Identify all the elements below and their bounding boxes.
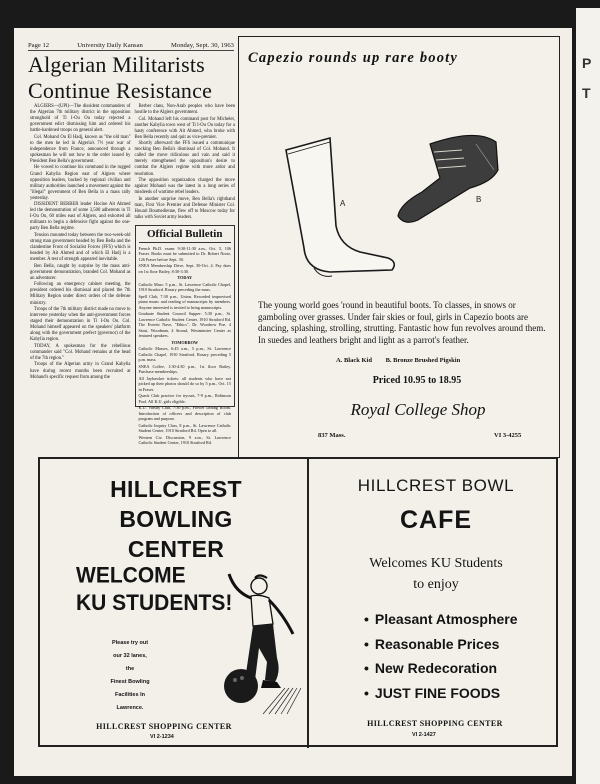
capezio-copy: The young world goes 'round in beautiful boots. To classes, in snows or gamboling over grasses. Under fair skies or foul, girls in Capezio boots are dancing, splashing, strolling, strutting. Fantastic how fun revolves around them. In suedes and leathers bright and light as a parrot's feather. <box>258 300 546 345</box>
article-paragraph: Ben Bella, caught by surprise by the mass anti-government demonstration, branded Col. Mohand as an adventurer. <box>30 263 131 281</box>
ankle-boot-icon <box>398 135 498 222</box>
cafe-title-line-1: HILLCREST BOWL <box>357 476 515 495</box>
boot-illustration <box>280 130 510 290</box>
tryout-line: Facilities In <box>115 692 145 698</box>
bulletin-item: Catholic Inquiry Class, 8 p.m., St. Lawrence Catholic Student Center, 1910 Stratford Rd. Open to all. <box>138 422 231 434</box>
bowling-title-line-2: BOWLING CENTER <box>119 506 233 562</box>
tryout-line: Finest Bowling <box>110 679 150 685</box>
bulletin-item: French Ph.D. exam: 9:30-11:30 a.m., Oct. 5, 106 Fraser. Books must be submitted to Dr. Robert Nortz, 126 Fraser before Sept. 30. <box>138 245 231 262</box>
bowling-phone: VI 2-1234 <box>150 734 174 740</box>
bulletin-title: Official Bulletin <box>139 228 232 243</box>
tryout-line: our 32 lanes, <box>113 653 147 659</box>
tryout-line: Please try out <box>111 640 149 646</box>
article-body <box>30 104 235 456</box>
tryout-line: the <box>125 666 135 672</box>
article-paragraph: TODAY, A spokesman for the rebellious commander said "Col. Mohand remains at the head of the 7th region." <box>30 343 131 361</box>
capezio-headline: Capezio rounds up rare booty <box>248 50 459 66</box>
shopping-center-left: HILLCREST SHOPPING CENTER <box>96 722 232 731</box>
article-column-2 <box>135 104 236 456</box>
cafe-welcome-line-1: Welcomes KU Students <box>369 556 503 571</box>
bulletin-item: SNEA Membership Drive, Sept. 30-Oct. 4. Pay dues on 1st floor Bailey, 8:30-3:30. <box>138 263 231 274</box>
welcome-line-2: KU STUDENTS! <box>76 591 233 616</box>
cafe-perks-list <box>364 607 518 705</box>
shop-address: 837 Mass. <box>318 432 346 439</box>
article-paragraph: Berber clans, Non-Arab peoples who have been hostile to the Algiers government. <box>134 104 235 116</box>
article-paragraph: DISSIDENT BERBER leader Hocine Ait Ahmed led the demonstration of some 3,500 adherents in Ti I-Ou Ou, 60 miles east of Algiers, and exhorted all militants to begin a defensive fight against the one-party Ben Bella regime. <box>30 202 131 232</box>
welcome-heading <box>76 563 236 618</box>
shopping-center-right: HILLCREST SHOPPING CENTER <box>367 719 503 728</box>
tryout-line: Lawrence. <box>116 705 144 711</box>
bulletin-item: K.U. Varsity Club, 7:30 p.m., Flower Dining Room. Introduction of officers and description of club program and purpose. <box>138 405 231 422</box>
bulletin-item: Quack Club practice for tryouts, 7-9 p.m., Robinson Pool. All K.U. girls eligible. <box>138 393 231 404</box>
article-paragraph: Troops of the Algerian army in Grand Kabylia have during recent months been recruited at Mohand's specific request from among the <box>30 362 131 380</box>
bowling-title-line-1: HILLCREST <box>110 476 242 502</box>
bulletin-item: Catholic Masses, 6:45 a.m., 5 p.m., St. Lawrence Catholic Chapel, 1910 Stratford. Rosary preceding 5 p.m. mass. <box>138 346 231 363</box>
boot-a-description: A. Black Kid <box>336 357 372 364</box>
official-bulletin <box>135 225 236 446</box>
price-range: Priced 10.95 to 18.95 <box>372 375 462 386</box>
article-paragraph: He vowed to continue his command in the rugged Grand Kabylia Region east of Algiers where opposition leaders, backed by regional civilian and military authorities launched a movement against the "illegal" government of Ben Bella in a mass rally yesterday. <box>30 165 131 201</box>
bulletin-heading: TOMORROW <box>171 339 199 345</box>
article-paragraph: Col. Mohand left his command post for Michelet, another Kabylia town west of Ti I-Ou Ou today for a hasty conference with Ait Ahmed, who broke with Ben Bella recently and quit as vice-premier. <box>134 116 235 140</box>
article-paragraph: The opposition organization charged the move against Mohand was the latest in a long series of misdeeds of wartime rebel leaders. <box>134 178 235 196</box>
bulletin-item: All Jayhawker tickets: all students who have not picked up their photos should do so by 5 p.m., Oct. 15 in Fraser. <box>138 375 231 392</box>
boot-legend <box>336 357 536 364</box>
tryout-copy <box>99 637 161 715</box>
cafe-welcome-line-2: to enjoy <box>413 577 459 592</box>
ad-divider <box>307 458 309 748</box>
boot-b-description: B. Bronze Brushed Pigskin <box>385 357 461 364</box>
cafe-perk: • JUST FINE FOODS <box>364 681 518 706</box>
article-paragraph: Col. Mohand Ou El Hadj, known as "the old man" to the men he led in Algeria's 7½ year war of independence from France, announced through a spokesman he will not bow to the order issued by President Ben Bella's government. <box>30 134 131 164</box>
bulletin-item: Western Civ. Discussion, 9 a.m., St. Lawrence Catholic Student Center, 1910 Stratford Rd. <box>138 434 231 446</box>
bulletin-item: Graduate Student Council Supper: 5:30 p.m., St. Lawrence Catholic Student Center, 1910 Stratford Rd. The Everett Nave, "Ethics", Dr. Woodrow Poe, 4 Stout, Woodman, 4 Stroud, Westminster Center as featured speakers. <box>138 311 231 339</box>
bulletin-item: Spell Club, 7:30 p.m., Union. Recorded improvised piano music and reading of manuscripts by members. Anyone interested is invited to bring manuscripts. <box>138 293 231 310</box>
bowler-illustration <box>215 568 305 718</box>
shop-logo: Royal College Shop <box>350 400 486 419</box>
adjacent-page-edge <box>576 8 600 784</box>
article-paragraph: ALGIERS—(UPI)—The dissident commanders of the Algerian 7th military district in the opposition stronghold of Ti I-Ou Ou today rejected a government edict dismissing him and ordered his battle-hardened troops on general alert. <box>30 104 131 134</box>
headline: Algerian Militarists Continue Resistance <box>28 52 213 103</box>
article-column-1 <box>30 104 131 456</box>
adjacent-page-letters: P T <box>582 55 592 101</box>
article-paragraph: Following an emergency cabinet meeting, the president ordered his dismissal and placed the 7th Military Region under direct orders of the defense ministry. <box>30 282 131 306</box>
paper-name: University Daily Kansan <box>77 42 143 49</box>
bulletin-item: SNEA Coffee, 1:30-4:30 p.m., 1st floor Bailey. Purchase memberships. <box>138 363 231 375</box>
cafe-phone: VI 2-1427 <box>412 732 436 738</box>
article-paragraph: Shortly afterward the FFS issued a communique mocking Ben Bella's dismissal of Col. Mohand. It called the move ridiculous and vain and said it merely strengthened the opposition's desire to combat the Algiers regime with more ardor and resolution. <box>134 141 235 177</box>
article-paragraph: Troops of the 7th military district made no move to intervene yesterday when the anti-government forces staged their demonstration in Ti I-Ou Ou. Col. Mohand himself appeared on the speakers' platform along with the government prefect (governor) of the Kabylia region. <box>30 307 131 343</box>
lane-lines-icon <box>263 688 301 714</box>
shop-phone: VI 3-4255 <box>494 432 522 439</box>
issue-date: Monday, Sept. 30, 1963 <box>171 42 234 49</box>
cafe-perk: • Pleasant Atmosphere <box>364 607 518 632</box>
cafe-welcome <box>320 553 552 595</box>
bowling-center-title <box>76 474 276 564</box>
cafe-perk: • New Redecoration <box>364 656 518 681</box>
bulletin-item: Catholic Mass: 5 p.m., St. Lawrence Catholic Chapel, 1910 Stratford. Rosary preceding the mass. <box>138 281 231 293</box>
article-paragraph: Tension mounted today between the two-week-old strong man government headed by Ben Bella and the clandestine Front of Socialist Forces (FFS) which is headed by Ait Ahmed and of which El Hadj is a member. A test of strength appeared inevitable. <box>30 232 131 263</box>
welcome-line-1: WELCOME <box>76 563 186 588</box>
bowling-ball-icon <box>224 669 258 703</box>
boot-a-label: A <box>340 199 346 208</box>
cafe-perk: • Reasonable Prices <box>364 632 518 657</box>
bulletin-heading: TODAY <box>177 275 193 281</box>
cafe-title-line-2: CAFE <box>399 506 473 534</box>
article-paragraph: In another surprise move, Ben Bella's righthand man, First Vice Premier and Defense Minister Col. Houari Boumedienne, flew off to Moscow today for talks with Soviet army leaders. <box>134 196 235 220</box>
page-header <box>28 42 234 51</box>
page-number: Page 12 <box>28 42 50 49</box>
boot-b-label: B <box>476 195 482 204</box>
